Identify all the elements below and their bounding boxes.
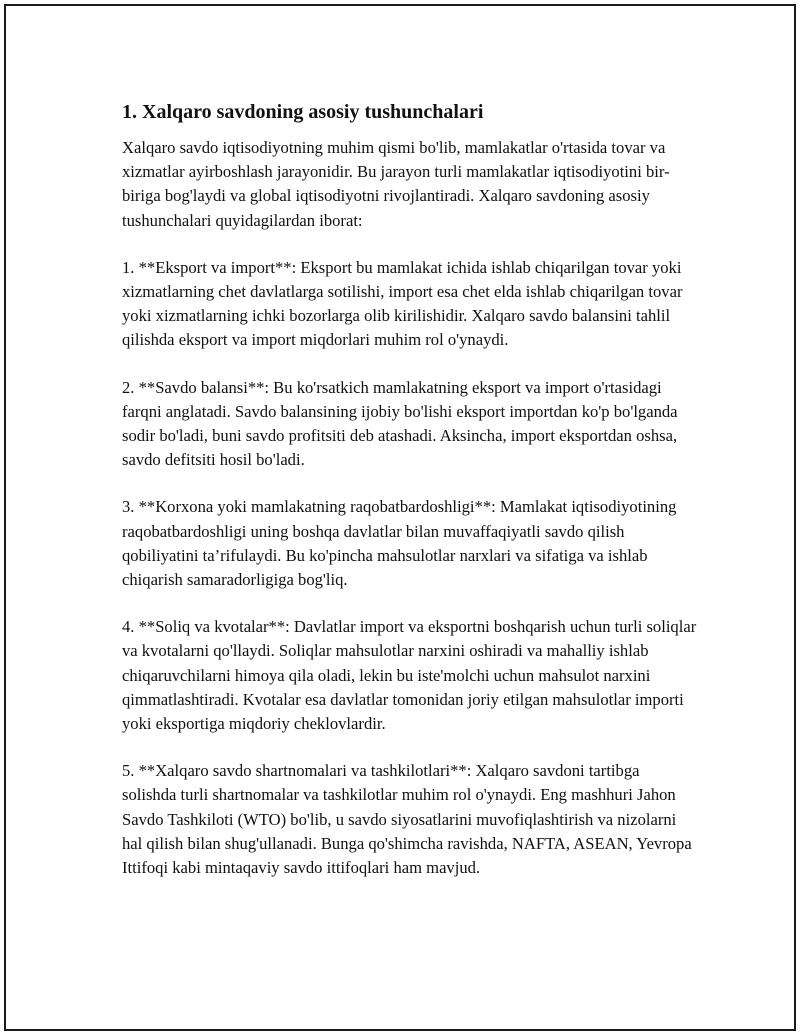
paragraph-export-import: 1. **Eksport va import**: Eksport bu mamlakat ichida ishlab chiqarilgan tovar yoki xizmatlarning chet davlatlarga sotilishi, import esa chet elda ishlab chiqarilgan tovar yoki xizmatlarning ichki bozorlarga olib kirilishidir. Xalqaro savdo balansini tahlil qilishda eksport va import miqdorlari muhim rol o'ynaydi.: [122, 257, 683, 350]
document-body: [122, 98, 697, 903]
paragraph-competitiveness: 3. **Korxona yoki mamlakatning raqobatbardoshligi**: Mamlakat iqtisodiyotining raqobatbardoshligi uning boshqa davlatlar bilan muvaffaqiyatli savdo qilish qobiliyatini ta’rifulaydi. Bu ko'pincha mahsulotlar narxlari va sifatiga va ishlab chiqarish samaradorligiga bog'liq.: [122, 497, 677, 590]
paragraph-taxes-quotas: 4. **Soliq va kvotalar**: Davlatlar import va eksportni boshqarish uchun turli soliqlar va kvotalarni qo'llaydi. Soliqlar mahsulotlar narxini oshiradi va mahalliy ishlab chiqaruvchilarni himoya qila oladi, lekin bu iste'molchi uchun mahsulot narxini qimmatlashtiradi. Kvotalar esa davlatlar tomonidan joriy etilgan mahsulotlar importi yoki eksportiga miqdoriy cheklovlardir.: [122, 617, 697, 734]
page-frame: [4, 4, 796, 1031]
paragraph-intro: Xalqaro savdo iqtisodiyotning muhim qismi bo'lib, mamlakatlar o'rtasida tovar va xizmatlar ayirboshlash jarayonidir. Bu jarayon turli mamlakatlar iqtisodiyotini bir-biriga bog'laydi va global iqtisodiyotni rivojlantiradi. Xalqaro savdoning asosiy tushunchalari quyidagilardan iborat:: [122, 138, 670, 230]
paragraph-trade-agreements: 5. **Xalqaro savdo shartnomalari va tashkilotlari**: Xalqaro savdoni tartibga solishda turli shartnomalar va tashkilotlar muhim rol o'ynaydi. Eng mashhuri Jahon Savdo Tashkiloti (WTO) bo'lib, u savdo siyosatlarini muvofiqlashtirish va nizolarni hal qilish bilan shug'ullanadi. Bunga qo'shimcha ravishda, NAFTA, ASEAN, Yevropa Ittifoqi kabi mintaqaviy savdo ittifoqlari ham mavjud.: [122, 761, 692, 878]
paragraph-trade-balance: 2. **Savdo balansi**: Bu ko'rsatkich mamlakatning eksport va import o'rtasidagi farqni anglatadi. Savdo balansining ijobiy bo'lishi eksport importdan ko'p bo'lganda sodir bo'ladi, buni savdo profitsiti deb atashadi. Aksincha, import eksportdan oshsa, savdo defitsiti hosil bo'ladi.: [122, 377, 678, 470]
document-title: 1. Xalqaro savdoning asosiy tushunchalari: [122, 101, 484, 123]
